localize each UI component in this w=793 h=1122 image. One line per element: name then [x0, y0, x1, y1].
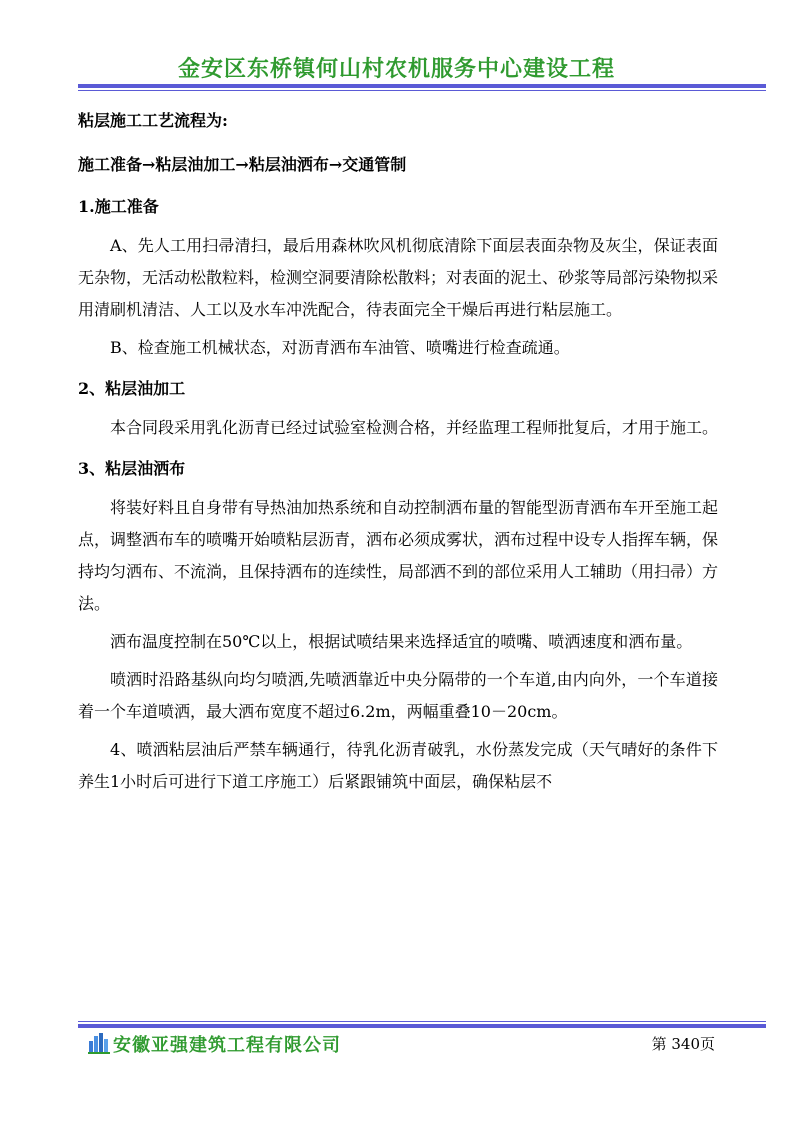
company-logo-icon [88, 1032, 110, 1054]
header-rule-thick [78, 84, 766, 88]
footer-company-name: 安徽亚强建筑工程有限公司 [113, 1035, 341, 1056]
paragraph-traffic: 4、喷洒粘层油后严禁车辆通行，待乳化沥青破乳，水份蒸发完成（天气晴好的条件下养生1小时后可进行下道工序施工）后紧跟铺筑中面层，确保粘层不 [78, 740, 718, 791]
footer-rule-thick [78, 1024, 766, 1028]
header-rule-thin [78, 90, 766, 91]
paragraph-b: B、检查施工机械状态，对沥青洒布车油管、喷嘴进行检查疏通。 [110, 338, 570, 357]
paragraph-oil-processing: 本合同段采用乳化沥青已经过试验室检测合格，并经监理工程师批复后，才用于施工。 [110, 418, 719, 437]
heading-oil-processing: 2、粘层油加工 [78, 379, 186, 398]
footer-rule-thin [78, 1021, 766, 1022]
heading-preparation: 1.施工准备 [78, 197, 159, 216]
heading-oil-spraying: 3、粘层油洒布 [78, 459, 186, 478]
paragraph-spraying: 将装好料且自身带有导热油加热系统和自动控制洒布量的智能型沥青洒布车开至施工起点，调整洒布车的喷嘴开始喷粘层沥青，洒布必须成雾状，洒布过程中设专人指挥车辆，保持均匀洒布、不流淌，且保持洒布的连续性，局部洒不到的部位采用人工辅助（用扫帚）方法。 [78, 498, 719, 613]
heading-process: 粘层施工工艺流程为: [78, 111, 228, 130]
document-body [78, 104, 718, 798]
paragraph-temperature: 洒布温度控制在50℃以上，根据试喷结果来选择适宜的喷嘴、喷洒速度和洒布量。 [110, 632, 693, 651]
paragraph-a: A、先人工用扫帚清扫，最后用森林吹风机彻底清除下面层表面杂物及灰尘，保证表面无杂物，无活动松散粒料，检测空洞要清除松散料；对表面的泥土、砂浆等局部污染物拟采用清刷机清洁、人工以及水车冲洗配合，待表面完全干燥后再进行粘层施工。 [78, 236, 719, 319]
page-header-title: 金安区东桥镇何山村农机服务中心建设工程 [177, 57, 615, 82]
paragraph-direction: 喷洒时沿路基纵向均匀喷洒,先喷洒靠近中央分隔带的一个车道,由内向外，一个车道接着一个车道喷洒，最大洒布宽度不超过6.2m，两幅重叠10－20cm。 [78, 670, 718, 721]
footer-page-number: 第 340页 [651, 1035, 715, 1053]
heading-flow: 施工准备→粘层油加工→粘层油洒布→交通管制 [78, 155, 407, 174]
